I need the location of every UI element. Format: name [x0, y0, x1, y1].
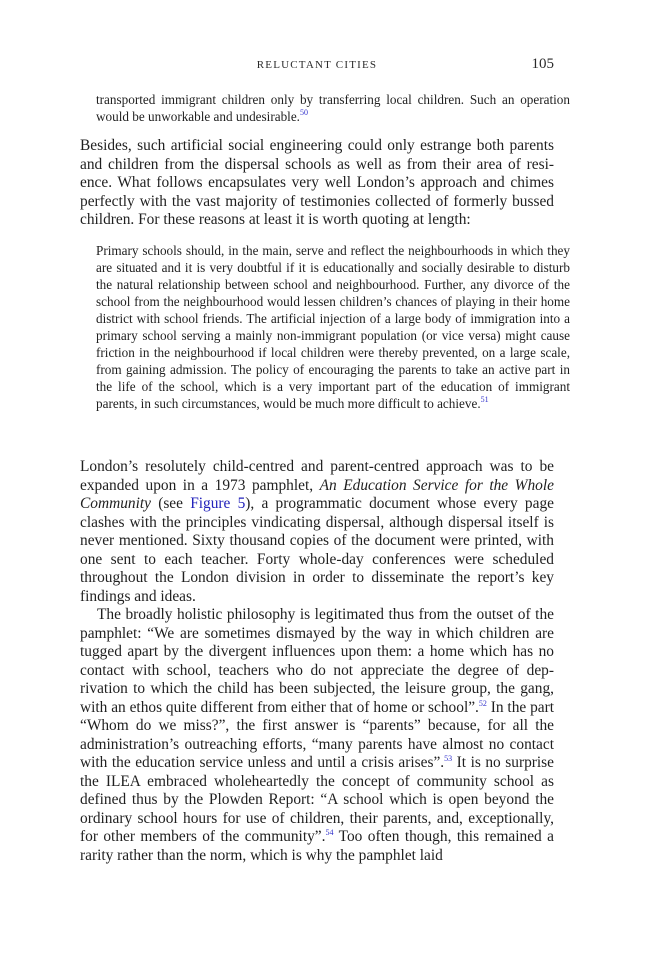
pamphlet-title: An Education Service for the Whole Community — [80, 476, 554, 512]
body-paragraph — [80, 137, 554, 230]
footnote-marker-54[interactable]: 54 — [325, 828, 334, 837]
paragraph-text: London’s resolutely child-centred and parent-centred approach was to be expanded upon in a 1973 pamphlet, — [80, 458, 554, 494]
page-number: 105 — [531, 56, 554, 72]
footnote-marker-51[interactable]: 51 — [480, 395, 489, 404]
body-paragraph — [80, 458, 554, 606]
paragraph-text: (see — [150, 495, 191, 512]
footnote-marker-52[interactable]: 52 — [478, 698, 487, 708]
block-quote-continued — [96, 91, 570, 125]
block-quote — [96, 242, 570, 412]
paragraph-text: In the part “Whom do we miss?”, the first answer is “parents” because, for all the administration’s outreaching efforts, “many parents have almost no contact with the education service unless and until a crisis arises”. — [80, 698, 554, 771]
footnote-marker-50[interactable]: 50 — [299, 108, 308, 117]
running-head — [80, 56, 554, 76]
running-title: RELUCTANT CITIES — [256, 59, 378, 71]
paragraph-text: ), a programmatic document whose every page clashes with the principles vindicating dispersal, although dispersal itself is never mentioned. Sixty thousand copies of the document were printed, with one sent to each teacher. Forty whole-day conferences were scheduled throughout the London division in order to disseminate the report’s key findings and ideas. — [80, 495, 554, 605]
paragraph-text: It is no surprise the ILEA embraced wholeheartedly the concept of community school as defined thus by the Plowden Report: “A school which is open beyond the ordinary school hours for use of children, their parents, and, exceptionally, for other members of the community”. — [80, 754, 554, 845]
quote-text: transported immigrant children only by transferring local children. Such an operation would be unworkable and undesirable. — [96, 92, 570, 124]
body-paragraph — [80, 606, 554, 865]
figure-5-link[interactable]: Figure 5 — [190, 495, 246, 512]
quote-text: Primary schools should, in the main, serve and reflect the neighbourhoods in which they are situated and it is very doubtful if it is educationally and socially desirable to disturb the natural relationship between school and neighbourhood. Further, any divorce of the school from the neighbourhood would lessen children’s chances of playing in their home district with school friends. The artificial injection of a large body of immigration into a primary school serving a mainly non-immigrant population (or vice versa) might cause friction in the neighbourhood if local children were thereby prevented, on a large scale, from gaining admission. The policy of encouraging the parents to take an active part in the life of the school, which is a very important part of the education of immigrant parents, in such circumstances, would be much more difficult to achieve. — [96, 243, 570, 411]
paragraph-text: The broadly holistic philosophy is legitimated thus from the outset of the pamphlet: “We are sometimes dismayed by the way in which children are tugged apart by the divergent influences upon them: a home which has no contact with school, teachers who do not appreciate the degree of deprivation to which the child has been subjected, the leisure group, the gang, with an ethos quite different from either that of home or school”. — [80, 606, 554, 716]
paragraph-text: Besides, such artificial social engineering could only estrange both parents and children from the dispersal schools as well as from their area of resience. What follows encapsulates very well London’s approach and chimes perfectly with the vast majority of testimonies collected of formerly bussed children. For these reasons at least it is worth quoting at length: — [80, 137, 554, 228]
paragraph-text: Too often though, this remained a rarity rather than the norm, which is why the pamphlet laid — [80, 828, 554, 864]
footnote-marker-53[interactable]: 53 — [444, 754, 453, 763]
